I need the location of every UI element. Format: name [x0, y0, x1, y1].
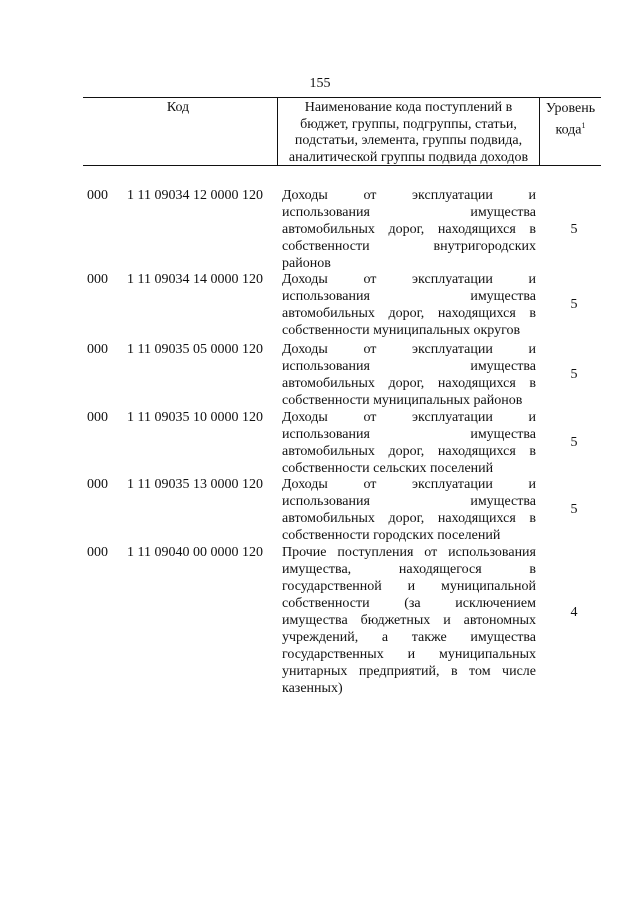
row-name-line: собственности муниципальных округов	[282, 323, 521, 338]
header-name: Наименование кода поступлений в бюджет, группы, подгруппы, статьи, подстатьи, элемента, группы подвида, аналитической группы подвида доходов	[288, 100, 529, 165]
row-name-line: унитарных предприятий, в том числе	[282, 664, 536, 679]
row-name-line: автомобильных дорог, находящихся в	[282, 306, 536, 321]
row-name-line: использования имущества	[282, 494, 536, 509]
row-level: 4	[570, 605, 578, 620]
header-top-rule	[83, 97, 601, 98]
row-code: 1 11 09035 10 0000 120	[127, 410, 263, 425]
row-name-line: использования имущества	[282, 359, 536, 374]
row-name	[282, 271, 536, 339]
row-name-line: Доходы от эксплуатации и	[282, 272, 536, 287]
row-prefix: 000	[87, 545, 108, 560]
row-name-line: учреждений, а также имущества	[282, 630, 536, 645]
row-name-line: Прочие поступления от использования	[282, 545, 536, 560]
row-prefix: 000	[87, 342, 108, 357]
table-header	[83, 97, 601, 166]
row-level: 5	[570, 435, 578, 450]
row-name-line: государственных и муниципальных	[282, 647, 536, 662]
footnote-mark: 1	[581, 121, 586, 130]
row-name-line: казенных)	[282, 681, 343, 696]
header-code: Код	[166, 100, 190, 115]
row-code: 1 11 09035 13 0000 120	[127, 477, 263, 492]
row-name-line: собственности сельских поселений	[282, 461, 494, 476]
row-name-line: использования имущества	[282, 205, 536, 220]
row-code: 1 11 09034 14 0000 120	[127, 272, 263, 287]
row-name	[282, 341, 536, 409]
row-name-line: Доходы от эксплуатации и	[282, 188, 536, 203]
row-name-line: автомобильных дорог, находящихся в	[282, 222, 536, 237]
row-level: 5	[570, 367, 578, 382]
row-level: 5	[570, 222, 578, 237]
row-name-line: использования имущества	[282, 289, 536, 304]
row-prefix: 000	[87, 188, 108, 203]
row-name	[282, 409, 536, 477]
row-name-line: имущества, находящегося в	[282, 562, 536, 577]
row-code: 1 11 09040 00 0000 120	[127, 545, 263, 560]
row-name	[282, 544, 536, 697]
row-name-line: районов	[282, 256, 331, 271]
row-name-line: собственности муниципальных районов	[282, 393, 523, 408]
row-level: 5	[570, 297, 578, 312]
row-name-line: Доходы от эксплуатации и	[282, 410, 536, 425]
row-code: 1 11 09035 05 0000 120	[127, 342, 263, 357]
row-code: 1 11 09034 12 0000 120	[127, 188, 263, 203]
header-divider-1	[277, 97, 278, 166]
page-number: 155	[309, 76, 331, 91]
row-name-line: собственности внутригородских	[282, 239, 536, 254]
row-name-line: собственности городских поселений	[282, 528, 501, 543]
row-prefix: 000	[87, 410, 108, 425]
row-name-line: Доходы от эксплуатации и	[282, 477, 536, 492]
row-name-line: использования имущества	[282, 427, 536, 442]
header-level: Уровень кода$^1$	[545, 101, 596, 138]
row-name-line: автомобильных дорог, находящихся в	[282, 376, 536, 391]
row-name	[282, 187, 536, 272]
row-name-line: автомобильных дорог, находящихся в	[282, 511, 536, 526]
row-name-line: государственной и муниципальной	[282, 579, 536, 594]
row-name-line: собственности (за исключением	[282, 596, 536, 611]
row-prefix: 000	[87, 477, 108, 492]
row-name-line: имущества бюджетных и автономных	[282, 613, 536, 628]
row-level: 5	[570, 502, 578, 517]
row-name	[282, 476, 536, 544]
row-prefix: 000	[87, 272, 108, 287]
row-name-line: Доходы от эксплуатации и	[282, 342, 536, 357]
row-name-line: автомобильных дорог, находящихся в	[282, 444, 536, 459]
